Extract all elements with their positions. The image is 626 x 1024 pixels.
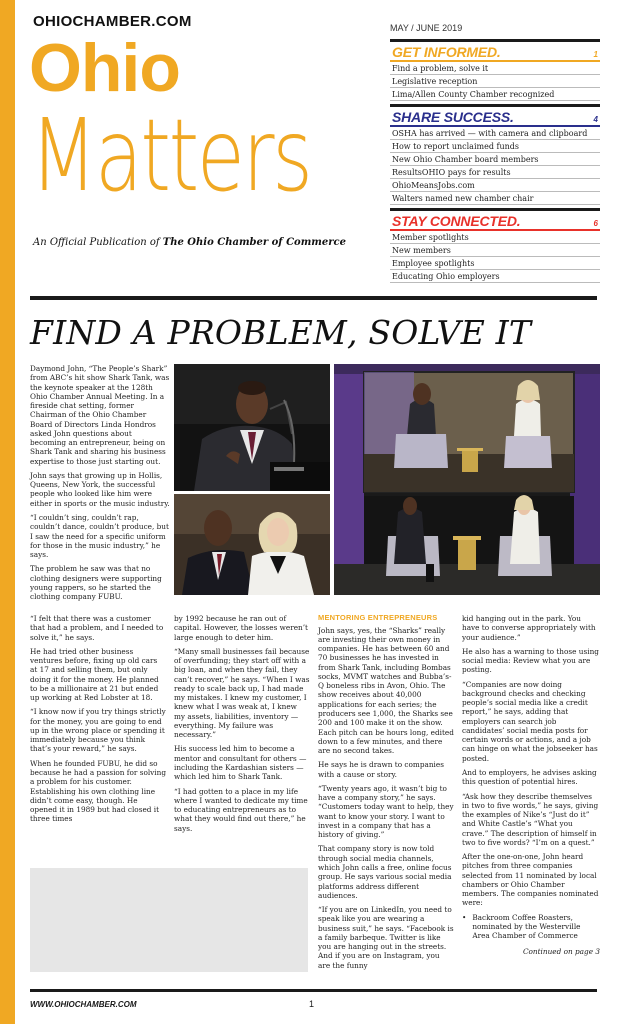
paragraph: kid hanging out in the park. You have to converse appropriately with your audience.” [462, 614, 596, 642]
paragraph: “I couldn’t sing, couldn’t rap, couldn’t dance, couldn’t produce, but I saw the need for a specific uniform for those in the music industry,” he says. [30, 512, 169, 560]
toc-item[interactable]: How to report unclaimed funds [390, 140, 600, 153]
paragraph: And to employers, he advises asking this question of potential hires. [462, 767, 597, 787]
list-item: • Backroom Coffee Roasters, nominated by the Westerville Area Chamber of Commerce [462, 912, 581, 941]
paragraph: “I felt that there was a customer that had a problem, and I needed to solve it,” he says. [30, 614, 164, 642]
toc-item[interactable]: Member spotlights [390, 231, 600, 244]
paragraph: His success led him to become a mentor and consultant for others — including the Kardashian sisters — which led him to Shark Tank. [174, 744, 307, 782]
toc-section-share-success [390, 104, 600, 205]
page-number: 1 [309, 999, 315, 1009]
toc-item[interactable]: Find a problem, solve it [390, 62, 600, 75]
article-column-1 [30, 614, 166, 829]
tagline-org: The Ohio Chamber of Commerce [162, 237, 346, 248]
article-intro-column [30, 364, 170, 606]
section-title[interactable]: STAY CONNECTED. [392, 213, 521, 229]
paragraph: He says he is drawn to companies with a cause or story. [318, 760, 444, 779]
section-title[interactable]: SHARE SUCCESS. [392, 109, 514, 125]
footer-url[interactable]: WWW.OHIOCHAMBER.COM [30, 1000, 137, 1009]
article-column-4 [462, 614, 600, 956]
toc-item[interactable]: ResultsOHIO pays for results [390, 166, 600, 179]
logo-ohio: Ohio [29, 30, 180, 106]
paragraph: “I had gotten to a place in my life where I wanted to dedicate my time to educating entrepreneurs as to what they would find out there,” he says. [174, 786, 308, 833]
paragraph: When he founded FUBU, he did so because he had a passion for solving a problem for his customer. Establishing his own clothing line didn’t come easy, though. He opened it in 1989 but had closed it three times [30, 758, 167, 824]
gray-ad-placeholder [30, 868, 308, 972]
paragraph: “Companies are now doing background checks and checking people’s social media like a credit report,” he says, adding that employers can search job candidates’ social media posts for certain words or actions, and a job can hinge on what the jobseeker has posted. [462, 679, 598, 763]
site-url-header[interactable]: OHIOCHAMBER.COM [33, 13, 192, 30]
photo-speaker-podium [174, 364, 330, 491]
photo-guests-posing [174, 494, 330, 595]
section-page: 6 [593, 219, 598, 228]
issue-date: MAY / JUNE 2019 [390, 23, 463, 33]
section-page: 4 [593, 115, 598, 124]
paragraph: The problem he saw was that no clothing designers were supporting young rappers, so he started the clothing company FUBU. [30, 564, 162, 602]
toc-item[interactable]: Employee spotlights [390, 257, 600, 270]
tagline: An Official Publication of The Ohio Chamber of Commerce [33, 237, 346, 248]
continued-note[interactable]: Continued on page 3 [522, 946, 600, 956]
toc-item[interactable]: Lima/Allen County Chamber recognized [390, 88, 600, 101]
article-column-2 [174, 614, 310, 838]
footer-rule [30, 989, 597, 992]
article-column-3 [318, 614, 454, 975]
section-page: 1 [593, 50, 598, 59]
paragraph: That company story is now told through social media channels, which John calls a free, online focus group. He says various social media platforms address different audiences. [318, 844, 452, 900]
paragraph: “Many small businesses fail because of overfunding; they start off with a big loan, and when they fail, they can’t recover,” he says. “When I was ready to scale back up, I had made my mistakes. I knew my customer, I knew what I was weak at, I knew my assets, liabilities, inventory — everything. My failure was necessary.” [174, 646, 310, 740]
toc-item[interactable]: New members [390, 244, 600, 257]
paragraph: “If you are on LinkedIn, you need to speak like you are wearing a business suit,” he says. “Facebook is a family barbeque. Twitter is like you are hanging out in the streets. And if you are on Instagram, you are the funny [318, 905, 454, 970]
toc-section-stay-connected [390, 208, 600, 283]
article-headline: FIND A PROBLEM, SOLVE IT [30, 313, 532, 352]
toc-item[interactable]: OSHA has arrived — with camera and clipboard [390, 127, 600, 140]
toc-section-get-informed [390, 39, 600, 101]
subheading-mentoring: MENTORING ENTREPRENEURS [318, 613, 438, 622]
toc-item[interactable]: Legislative reception [390, 75, 600, 88]
paragraph: John says, yes, the “Sharks” really are investing their own money in companies. He has between 60 and 70 businesses he has invested in from Shark Tank, including Bombas socks, MVMT watches and Bubba’s-Q boneless ribs in Avon, Ohio. The show receives about 40,000 applications for each series; the producers see 1,000, the Sharks see 200 and 100 make it on the show. Each pitch can be hours long, edited down to a few minutes, and there are no second takes. [318, 625, 454, 756]
paragraph: He had tried other business ventures before, fixing up old cars at 17 and selling them, but only doing it for the money. He planned to be a millionaire at 21 but ended up working at Red Lobster at 18. [30, 646, 159, 703]
left-accent-bar [0, 0, 15, 1024]
paragraph: John says that growing up in Hollis, Queens, New York, the successful people who looked like him were either in sports or the music industry. [30, 470, 170, 508]
paragraph: “Ask how they describe themselves in two to five words,” he says, giving the examples of Nike’s “Just do it” and White Castle’s “What you crave.” The description of himself in two to five words? “I’m on a quest.” [462, 791, 599, 847]
bullet-icon: • [462, 912, 467, 922]
table-of-contents [390, 23, 600, 286]
paragraph: by 1992 because he ran out of capital. However, the losses weren’t large enough to deter him. [174, 614, 308, 642]
section-title[interactable]: GET INFORMED. [392, 44, 501, 60]
toc-item[interactable]: Educating Ohio employers [390, 270, 600, 283]
logo-matters: Matters [30, 97, 311, 214]
headline-rule [30, 296, 597, 300]
paragraph: He also has a warning to those using social media: Review what you are posting. [462, 646, 599, 675]
paragraph: Daymond John, “The People’s Shark” from ABC’s hit show Shark Tank, was the keynote speaker at the 128th Ohio Chamber Annual Meeting. In a fireside chat setting, former Chairman of the Ohio Chamber Board of Directors Linda Hondros asked John questions about becoming an entrepreneur, being on Shark Tank and sharing his business expertise to those just starting out. [30, 364, 170, 466]
toc-item[interactable]: OhioMeansJobs.com [390, 179, 600, 192]
paragraph: “I know now if you try things strictly for the money, you are going to end up in the wrong place or spending it immediately because you think that’s your reward,” he says. [30, 707, 166, 754]
paragraph: “Twenty years ago, it wasn’t big to have a company story,” he says. “Customers today want to help, they want to know your story. I want to invest in a company that has a history of giving.” [318, 783, 454, 840]
toc-item[interactable]: Walters named new chamber chair [390, 192, 600, 205]
toc-item[interactable]: New Ohio Chamber board members [390, 153, 600, 166]
paragraph: After the one-on-one, John heard pitches from three companies selected from 11 nominated by local chambers or Ohio Chamber members. The companies nominated were: [462, 852, 599, 908]
photo-fireside-chat-stage [334, 364, 600, 595]
